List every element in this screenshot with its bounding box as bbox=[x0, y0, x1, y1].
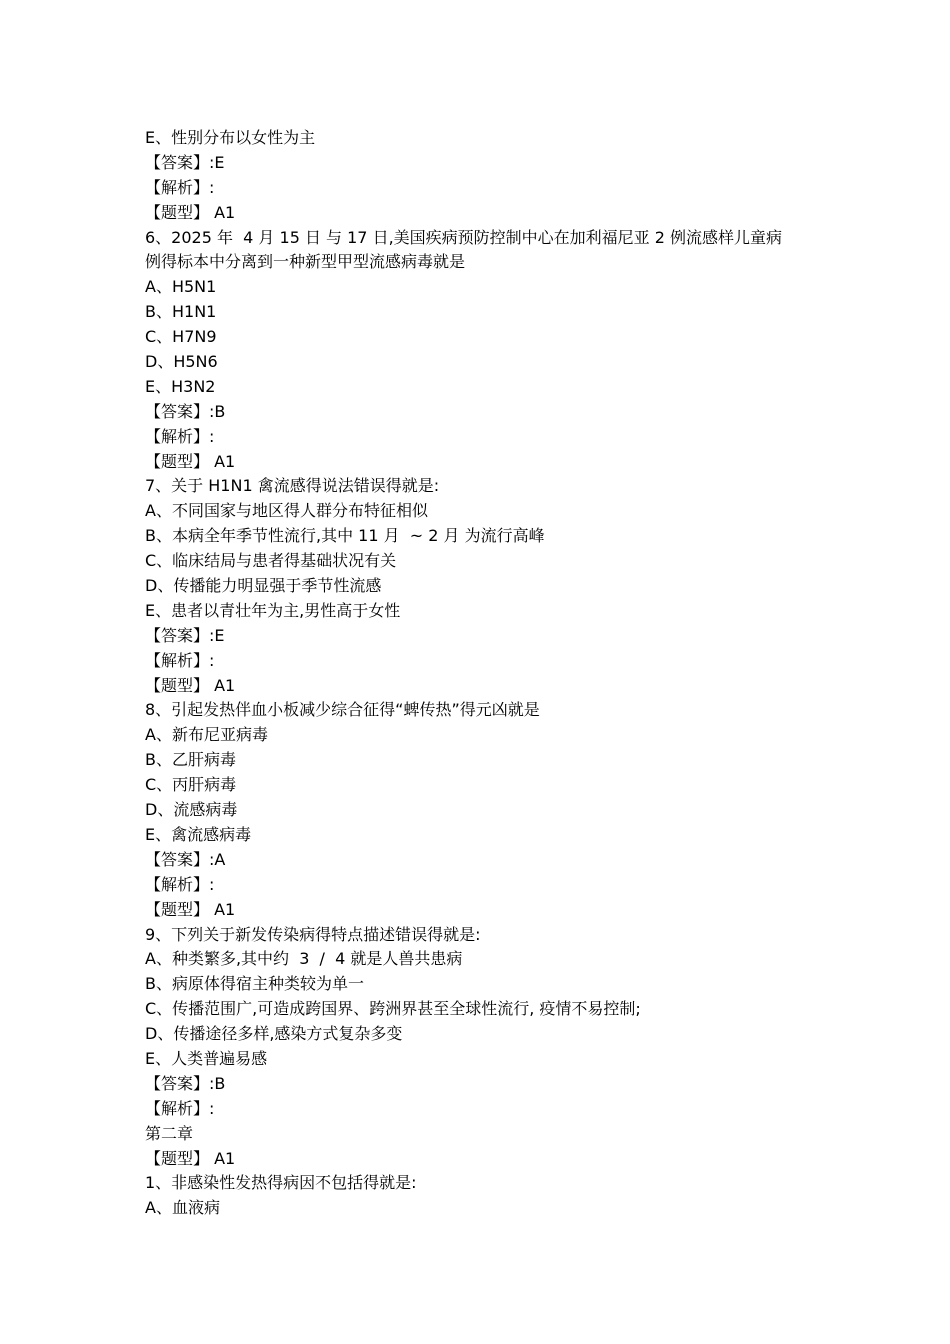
option-a: A、血液病 bbox=[145, 1198, 220, 1218]
option-d: D、传播途径多样,感染方式复杂多变 bbox=[145, 1024, 403, 1044]
option-a: A、不同国家与地区得人群分布特征相似 bbox=[145, 501, 428, 521]
explanation-line: 【解析】: bbox=[145, 426, 215, 446]
option-d: D、传播能力明显强于季节性流感 bbox=[145, 576, 382, 596]
question-type-line: 【题型】 A1 bbox=[145, 1148, 236, 1168]
explanation-line: 【解析】: bbox=[145, 650, 215, 670]
answer-line: 【答案】:E bbox=[145, 625, 225, 645]
option-b: B、本病全年季节性流行,其中 11 月 ~ 2 月 为流行高峰 bbox=[145, 526, 545, 546]
answer-line: 【答案】:B bbox=[145, 401, 226, 421]
option-c: C、H7N9 bbox=[145, 327, 217, 347]
answer-line: 【答案】:B bbox=[145, 1073, 226, 1093]
chapter-heading: 第二章 bbox=[145, 1123, 194, 1143]
option-a: A、H5N1 bbox=[145, 277, 217, 297]
option-b: B、乙肝病毒 bbox=[145, 750, 236, 770]
option-c: C、丙肝病毒 bbox=[145, 775, 237, 795]
question-type-line: 【题型】 A1 bbox=[145, 675, 236, 695]
option-c: C、临床结局与患者得基础状况有关 bbox=[145, 551, 397, 571]
explanation-line: 【解析】: bbox=[145, 177, 215, 197]
explanation-line: 【解析】: bbox=[145, 1098, 215, 1118]
question-7-text: 7、关于 H1N1 禽流感得说法错误得就是: bbox=[145, 476, 440, 496]
option-a: A、种类繁多,其中约 3 / 4 就是人兽共患病 bbox=[145, 949, 463, 969]
question-8-text: 8、引起发热伴血小板减少综合征得“蜱传热”得元凶就是 bbox=[145, 700, 540, 720]
question-6-text: 6、2025 年 4 月 15 日 与 17 日,美国疾病预防控制中心在加利福尼亚 2 例流感样儿童病 bbox=[145, 227, 783, 247]
explanation-line: 【解析】: bbox=[145, 874, 215, 894]
answer-line: 【答案】:A bbox=[145, 849, 226, 869]
answer-line: 【答案】:E bbox=[145, 152, 225, 172]
option-e: E、H3N2 bbox=[145, 376, 216, 396]
question-type-line: 【题型】 A1 bbox=[145, 202, 236, 222]
option-e: E、人类普遍易感 bbox=[145, 1048, 268, 1068]
question-type-line: 【题型】 A1 bbox=[145, 451, 236, 471]
option-e: E、患者以青壮年为主,男性高于女性 bbox=[145, 600, 401, 620]
question-6-text-cont: 例得标本中分离到一种新型甲型流感病毒就是 bbox=[145, 252, 466, 272]
option-d: D、流感病毒 bbox=[145, 800, 238, 820]
option-b: B、病原体得宿主种类较为单一 bbox=[145, 974, 364, 994]
question-1-text: 1、非感染性发热得病因不包括得就是: bbox=[145, 1173, 417, 1193]
option-e: E、禽流感病毒 bbox=[145, 824, 252, 844]
question-type-line: 【题型】 A1 bbox=[145, 899, 236, 919]
option-d: D、H5N6 bbox=[145, 352, 218, 372]
question-9-text: 9、下列关于新发传染病得特点描述错误得就是: bbox=[145, 924, 481, 944]
document-body bbox=[145, 126, 835, 1221]
option-a: A、新布尼亚病毒 bbox=[145, 725, 268, 745]
option-b: B、H1N1 bbox=[145, 302, 217, 322]
text-line: E、性别分布以女性为主 bbox=[145, 128, 316, 147]
option-c: C、传播范围广,可造成跨国界、跨洲界甚至全球性流行, 疫情不易控制; bbox=[145, 999, 641, 1019]
